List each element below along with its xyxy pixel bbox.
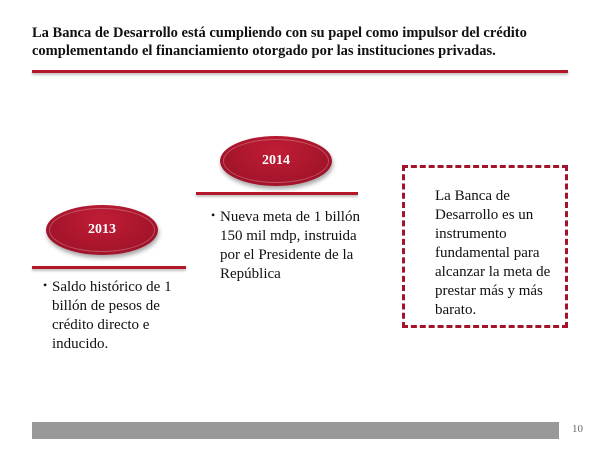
step-rule-2013 [32, 266, 186, 269]
year-ellipse-2013 [46, 205, 158, 255]
callout-text: La Banca de Desarrollo es un instrumento fundamental para alcanzar la meta de prestar más y más barato. [435, 188, 551, 318]
step-rule-2014 [196, 192, 358, 195]
footer-bar [32, 422, 559, 439]
bullet-2014: • [211, 208, 216, 222]
title-underline [32, 70, 568, 73]
bullet-text-2013 [43, 278, 187, 354]
text-2013: Saldo histórico de 1 billón de pesos de crédito directo e inducido. [52, 279, 172, 352]
year-label-2013: 2013 [88, 222, 116, 237]
bullet-text-2014 [211, 208, 380, 284]
year-ellipse-2014 [220, 136, 332, 186]
bullet-2013: • [43, 278, 48, 292]
slide-title: La Banca de Desarrollo está cumpliendo con su papel como impulsor del crédito complementando el financiamiento otorgado por las instituciones privadas. [32, 25, 527, 59]
callout-box [402, 165, 568, 328]
page-number: 10 [572, 423, 583, 435]
text-2014: Nueva meta de 1 billón 150 mil mdp, instruida por el Presidente de la República [220, 209, 360, 282]
year-label-2014: 2014 [262, 153, 290, 168]
